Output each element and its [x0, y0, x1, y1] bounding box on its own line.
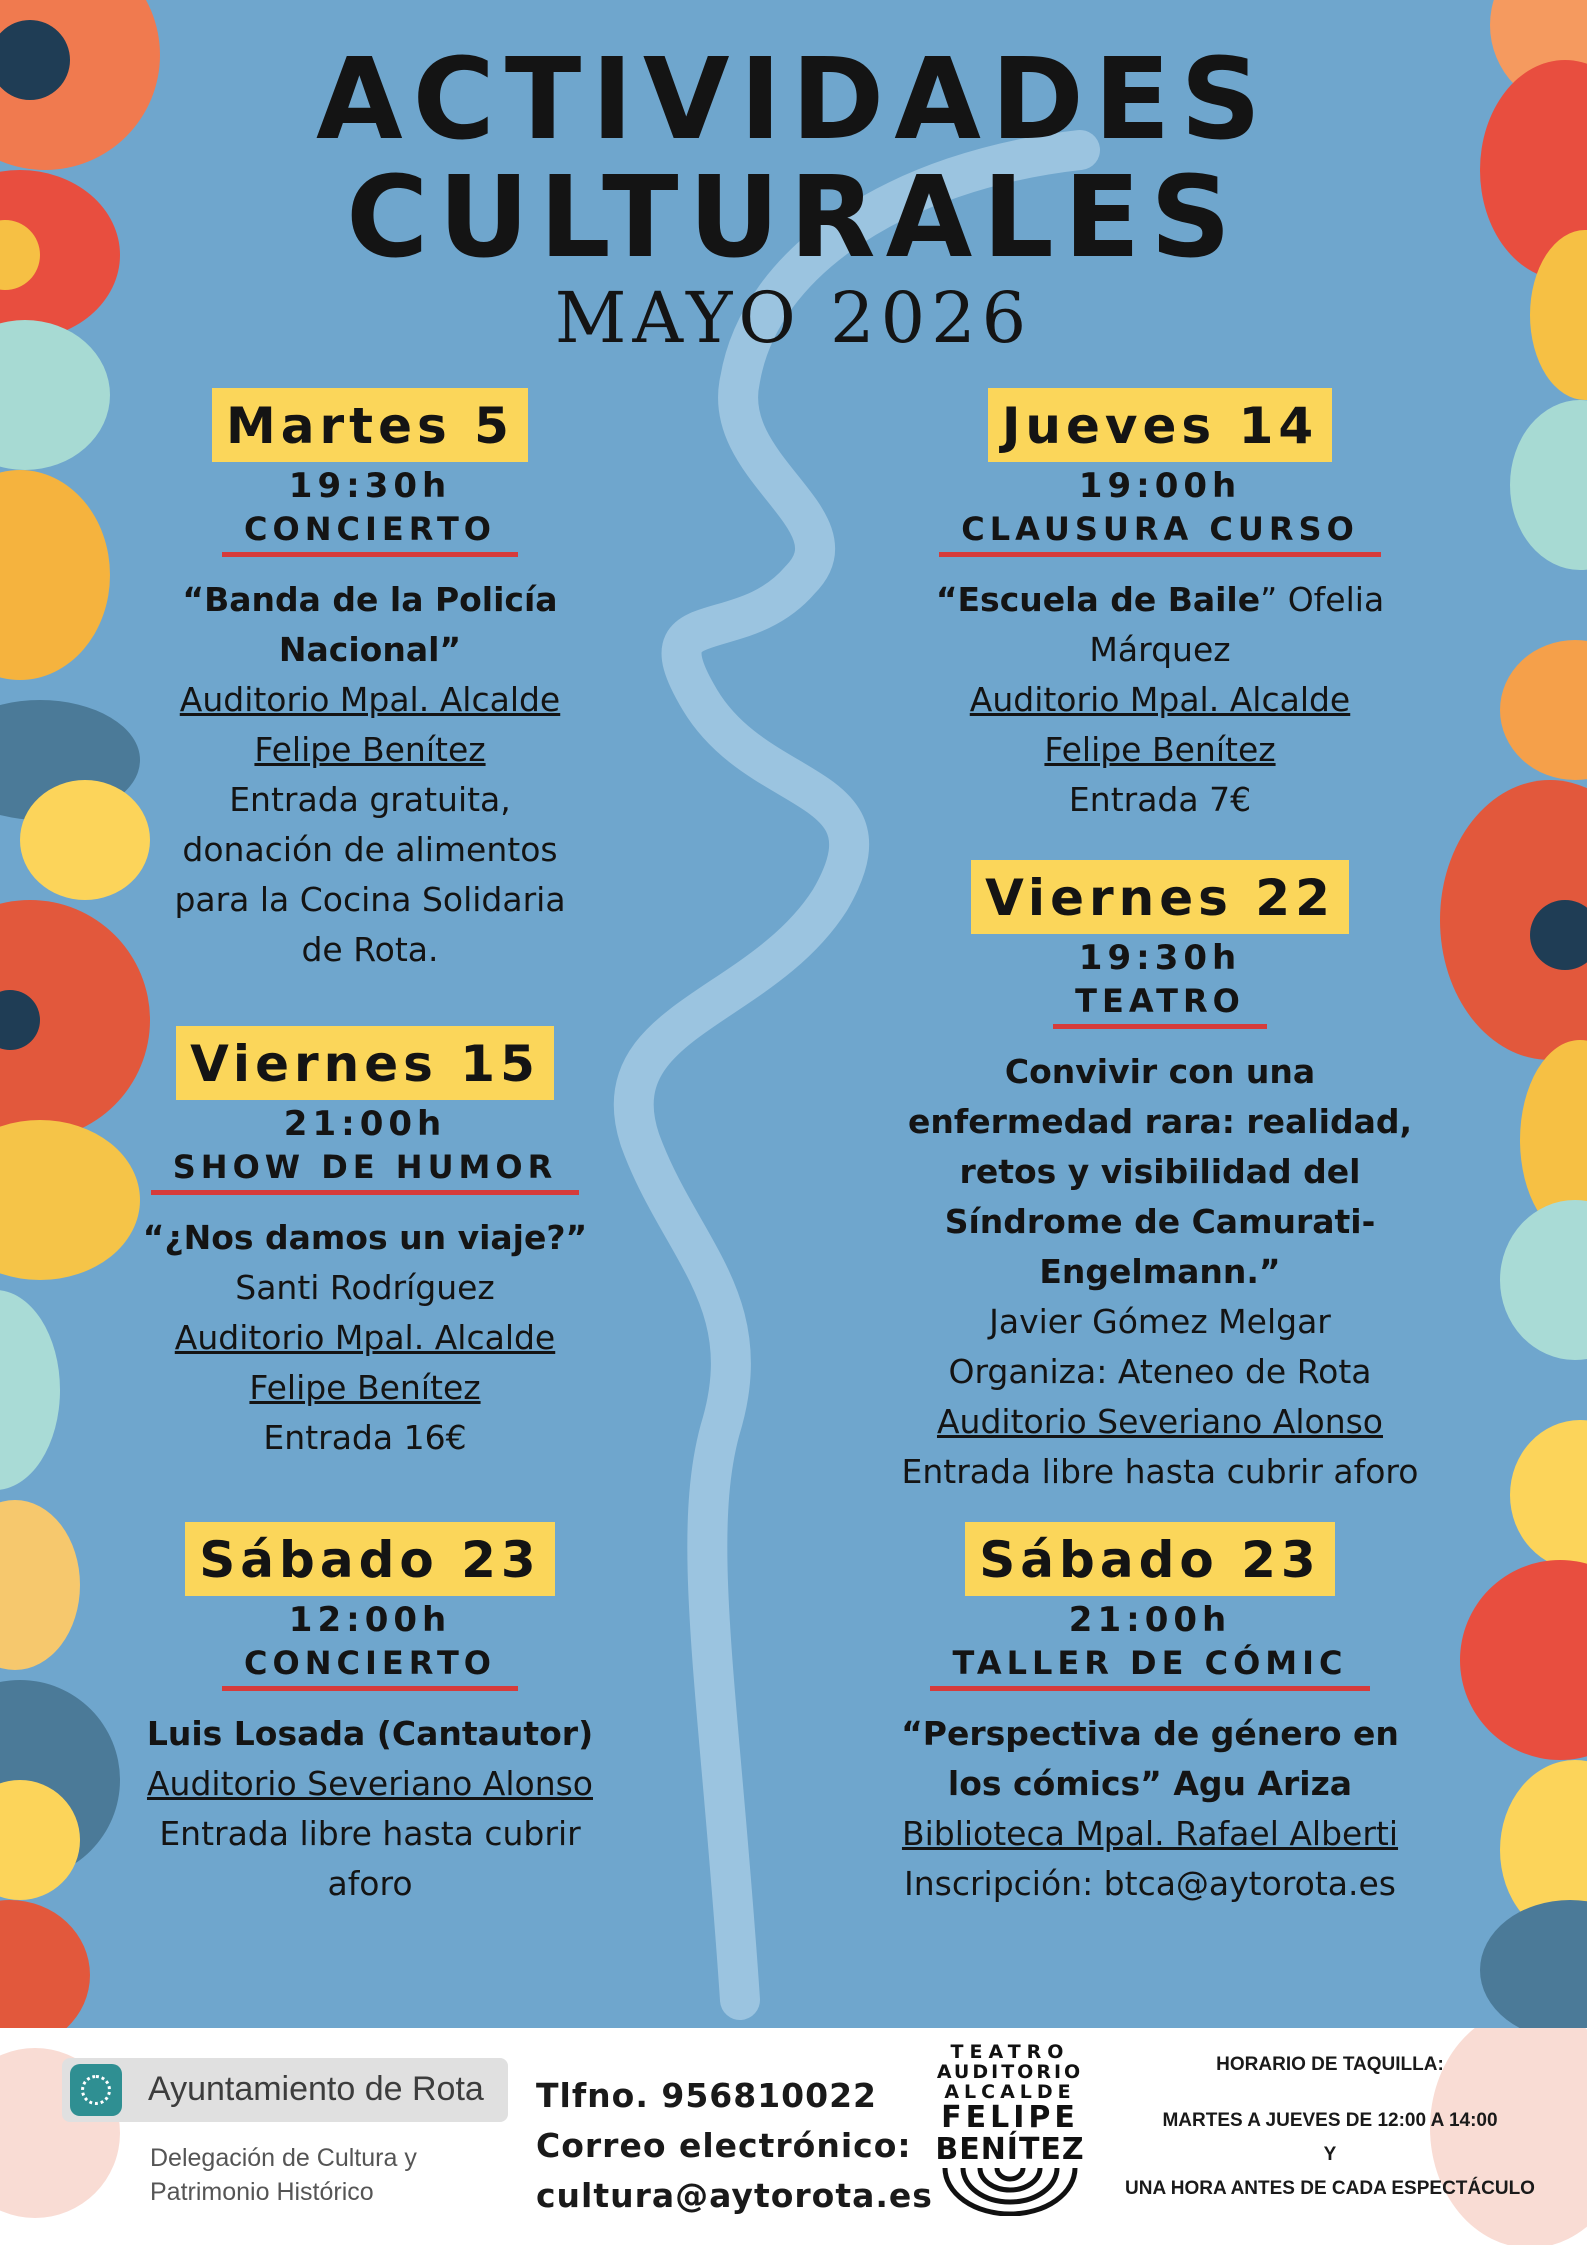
event-line: Organiza: Ateneo de Rota — [948, 1352, 1372, 1391]
event-card — [880, 1522, 1420, 1909]
title-line-2: CULTURALES — [346, 153, 1241, 283]
delegation-line-1: Delegación de Cultura y — [150, 2144, 417, 2172]
event-line: enfermedad rara: realidad, — [907, 1102, 1413, 1141]
theatre-arcs-icon — [935, 2166, 1085, 2216]
event-line: “Banda de la Policía — [182, 580, 558, 619]
box-office-line-2: Y — [1323, 2144, 1337, 2165]
event-line: Luis Losada (Cantautor) — [146, 1714, 594, 1753]
event-line — [890, 575, 1430, 625]
contact-email-label: Correo electrónico: — [536, 2126, 912, 2165]
event-line: Entrada 7€ — [1068, 780, 1252, 819]
event-line: Auditorio Severiano Alonso — [146, 1764, 593, 1803]
event-time: 21:00h — [283, 1104, 447, 1144]
contact-phone: Tlfno. 956810022 — [536, 2076, 878, 2115]
event-line: Auditorio Severiano Alonso — [936, 1402, 1383, 1441]
event-line: Auditorio Mpal. Alcalde — [969, 680, 1351, 719]
event-line: aforo — [327, 1864, 413, 1903]
event-line: de Rota. — [301, 930, 439, 969]
event-line-rest: ” Ofelia — [1260, 580, 1385, 619]
event-line: Márquez — [1089, 630, 1231, 669]
event-category: CLAUSURA CURSO — [939, 508, 1381, 557]
event-line: Entrada libre hasta cubrir — [159, 1814, 581, 1853]
event-line: Entrada gratuita, — [229, 780, 511, 819]
event-time: 19:30h — [288, 466, 452, 506]
event-time: 19:30h — [1078, 938, 1242, 978]
event-line: Convivir con una — [1004, 1052, 1316, 1091]
event-day: Sábado 23 — [185, 1522, 554, 1596]
event-line: donación de alimentos — [182, 830, 558, 869]
event-day: Sábado 23 — [965, 1522, 1334, 1596]
box-office-line-1: MARTES A JUEVES DE 12:00 A 14:00 — [1162, 2110, 1498, 2131]
event-line: Felipe Benítez — [254, 730, 486, 769]
event-card — [890, 388, 1430, 825]
event-day: Martes 5 — [212, 388, 528, 462]
event-card — [130, 1522, 610, 1909]
event-line: Javier Gómez Melgar — [989, 1302, 1331, 1341]
contact-email: cultura@aytorota.es — [536, 2176, 933, 2215]
event-line: Santi Rodríguez — [235, 1268, 495, 1307]
event-card — [130, 1026, 600, 1463]
event-day: Viernes 22 — [971, 860, 1349, 934]
event-line: Síndrome de Camurati- — [944, 1202, 1376, 1241]
event-category: SHOW DE HUMOR — [151, 1146, 579, 1195]
event-line: “¿Nos damos un viaje?” — [142, 1218, 588, 1257]
event-line: Felipe Benítez — [1044, 730, 1276, 769]
org-logo-icon — [70, 2064, 122, 2116]
event-line: Auditorio Mpal. Alcalde — [174, 1318, 556, 1357]
event-line: Entrada 16€ — [263, 1418, 467, 1457]
event-time: 19:00h — [1078, 466, 1242, 506]
event-line: para la Cocina Solidaria — [174, 880, 566, 919]
event-category: CONCIERTO — [222, 508, 518, 557]
title-line-1: ACTIVIDADES — [315, 35, 1272, 165]
event-line: los cómics” Agu Ariza — [947, 1764, 1353, 1803]
event-line: retos y visibilidad del — [959, 1152, 1361, 1191]
event-line: Felipe Benítez — [249, 1368, 481, 1407]
theatre-logo: TEATRO AUDITORIO ALCALDE FELIPE BENÍTEZ — [930, 2042, 1090, 2216]
event-line: Auditorio Mpal. Alcalde — [179, 680, 561, 719]
box-office-line-3: UNA HORA ANTES DE CADA ESPECTÁCULO — [1125, 2178, 1535, 2199]
event-line-bold: “Escuela de Baile — [935, 580, 1261, 619]
org-name: Ayuntamiento de Rota — [148, 2070, 484, 2108]
event-line: Biblioteca Mpal. Rafael Alberti — [901, 1814, 1399, 1853]
org-logo-box — [62, 2058, 508, 2122]
event-category: CONCIERTO — [222, 1642, 518, 1691]
event-line: “Perspectiva de género en — [901, 1714, 1399, 1753]
event-line: Nacional” — [278, 630, 462, 669]
event-line: Engelmann.” — [1039, 1252, 1281, 1291]
subtitle: MAYO 2026 — [554, 277, 1033, 359]
event-day: Jueves 14 — [988, 388, 1332, 462]
event-time: 12:00h — [288, 1600, 452, 1640]
delegation-line-2: Patrimonio Histórico — [150, 2178, 374, 2206]
event-card — [880, 860, 1440, 1497]
event-line: Entrada libre hasta cubrir aforo — [901, 1452, 1419, 1491]
footer — [0, 2028, 1587, 2245]
event-category: TALLER DE CÓMIC — [930, 1642, 1369, 1691]
event-day: Viernes 15 — [176, 1026, 554, 1100]
event-time: 21:00h — [1068, 1600, 1232, 1640]
event-card — [130, 388, 610, 975]
event-category: TEATRO — [1053, 980, 1267, 1029]
event-line: Inscripción: btca@aytorota.es — [903, 1864, 1396, 1903]
box-office-title: HORARIO DE TAQUILLA: — [1216, 2054, 1444, 2075]
